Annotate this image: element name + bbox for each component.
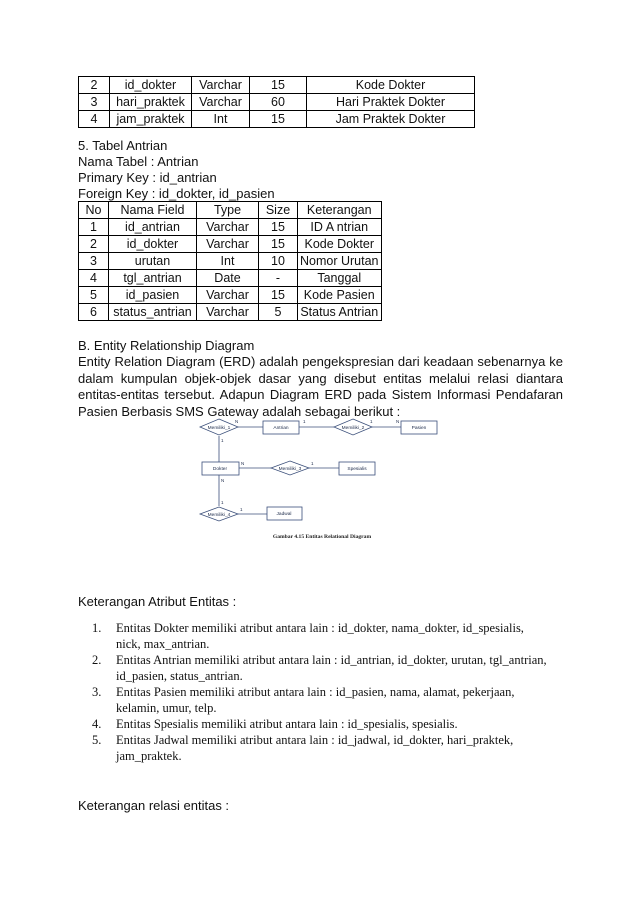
list-number: 2. xyxy=(92,653,102,667)
entity-label: Jadwal xyxy=(276,512,292,517)
table-row xyxy=(79,219,382,236)
cardinality-label: 1 xyxy=(311,461,314,466)
relation-label: Memiliki_4 xyxy=(207,513,231,518)
paragraph-line: Entity Relation Diagram (ERD) adalah pengekspresian dari keadaan sebenarnya ke xyxy=(78,354,563,369)
list-text: id_pasien, status_antrian. xyxy=(116,669,243,683)
column-header: Nama Field xyxy=(109,202,197,219)
cell: Hari Praktek Dokter xyxy=(307,94,475,111)
table-row xyxy=(79,304,382,321)
table-row xyxy=(79,253,382,270)
relation-label: Memiliki_2 xyxy=(341,426,365,431)
cell: 15 xyxy=(259,236,298,253)
relations-heading: Keterangan relasi entitas : xyxy=(78,798,230,813)
list-item xyxy=(92,652,572,684)
cell: 10 xyxy=(259,253,298,270)
cell: id_antrian xyxy=(109,219,197,236)
paragraph-line: Pasien Berbasis SMS Gateway adalah sebagai berikut : xyxy=(78,403,401,419)
list-item xyxy=(92,620,572,652)
cell: 15 xyxy=(259,219,298,236)
list-text: Entitas Jadwal memiliki atribut antara lain : id_jadwal, id_dokter, hari_praktek, xyxy=(116,733,514,747)
cell: hari_praktek xyxy=(110,94,192,111)
cell: 2 xyxy=(79,77,110,94)
cell: Kode Pasien xyxy=(298,287,382,304)
foreign-key-label: Foreign Key : id_dokter, id_pasien xyxy=(78,186,275,201)
list-text: Entitas Antrian memiliki atribut antara lain : id_antrian, id_dokter, urutan, tgl_antrian, xyxy=(116,653,547,667)
list-number: 4. xyxy=(92,717,102,731)
cell: urutan xyxy=(109,253,197,270)
cell: 4 xyxy=(79,111,110,128)
cell: status_antrian xyxy=(109,304,197,321)
table-antrian xyxy=(78,201,382,321)
cardinality-label: 1 xyxy=(221,500,224,505)
cell: Kode Dokter xyxy=(307,77,475,94)
cell: Date xyxy=(197,270,259,287)
cell: ID A ntrian xyxy=(298,219,382,236)
table-name-label: Nama Tabel : Antrian xyxy=(78,154,199,169)
relation-label: Memiliki_1 xyxy=(207,426,231,431)
cardinality-label: N xyxy=(241,461,245,466)
erd-paragraph xyxy=(78,354,563,420)
cell: Kode Dokter xyxy=(298,236,382,253)
attributes-heading: Keterangan Atribut Entitas : xyxy=(78,594,237,609)
table-jadwal-continued xyxy=(78,76,475,128)
table-header-row xyxy=(79,202,382,219)
cell: 6 xyxy=(79,304,109,321)
table-row xyxy=(79,94,475,111)
cell: Nomor Urutan xyxy=(298,253,382,270)
table-row xyxy=(79,77,475,94)
cell: Varchar xyxy=(197,236,259,253)
cardinality-label: N xyxy=(235,419,239,424)
table-jadwal-body xyxy=(79,77,475,128)
cell: 4 xyxy=(79,270,109,287)
cell: 15 xyxy=(250,111,307,128)
column-header: Type xyxy=(197,202,259,219)
list-number: 1. xyxy=(92,621,102,635)
list-number: 5. xyxy=(92,733,102,747)
table-row xyxy=(79,236,382,253)
table-antrian-header xyxy=(79,202,382,219)
cell: id_pasien xyxy=(109,287,197,304)
section-heading: 5. Tabel Antrian xyxy=(78,138,168,153)
list-text: jam_praktek. xyxy=(116,749,182,763)
cell: 15 xyxy=(250,77,307,94)
cell: Int xyxy=(192,111,250,128)
list-item xyxy=(92,684,572,716)
cardinality-label: N xyxy=(396,419,400,424)
paragraph-line: entitas-entitas tersebut. Adapun Diagram ERD pada Sistem Informasi Pendafaran xyxy=(78,387,563,402)
list-text: kelamin, umur, telp. xyxy=(116,701,217,715)
table-row xyxy=(79,270,382,287)
cell: 60 xyxy=(250,94,307,111)
cardinality-label: N xyxy=(221,478,225,483)
column-header: Size xyxy=(259,202,298,219)
cell: Varchar xyxy=(197,304,259,321)
cell: Varchar xyxy=(192,77,250,94)
cell: id_dokter xyxy=(110,77,192,94)
cell: 1 xyxy=(79,219,109,236)
table-row xyxy=(79,287,382,304)
cell: 5 xyxy=(79,287,109,304)
relation-label: Memiliki_3 xyxy=(278,467,302,472)
cardinality-label: 1 xyxy=(370,419,373,424)
column-header: No xyxy=(79,202,109,219)
section-heading-erd: B. Entity Relationship Diagram xyxy=(78,338,255,353)
cell: 3 xyxy=(79,94,110,111)
list-text: Entitas Pasien memiliki atribut antara lain : id_pasien, nama, alamat, pekerjaan, xyxy=(116,685,515,699)
entity-label: Pasien xyxy=(411,426,427,431)
cell: Jam Praktek Dokter xyxy=(307,111,475,128)
attribute-list xyxy=(92,620,572,764)
list-text: Entitas Spesialis memiliki atribut antara lain : id_spesialis, spesialis. xyxy=(116,717,458,731)
cell: jam_praktek xyxy=(110,111,192,128)
cell: 5 xyxy=(259,304,298,321)
paragraph-line: dalam kumpulan objek-objek dasar yang disebut entitas melalui relasi diantara xyxy=(78,370,563,386)
cardinality-label: 1 xyxy=(221,438,224,443)
column-header: Keterangan xyxy=(298,202,382,219)
entity-label: Antrian xyxy=(273,426,289,431)
cell: Varchar xyxy=(197,287,259,304)
figure-caption: Gambar 4.15 Entitas Relational Diagram xyxy=(272,534,372,540)
table-row xyxy=(79,111,475,128)
cell: tgl_antrian xyxy=(109,270,197,287)
list-item xyxy=(92,732,572,764)
cell: Tanggal xyxy=(298,270,382,287)
list-item xyxy=(92,716,572,732)
cell: Varchar xyxy=(197,219,259,236)
cell: 3 xyxy=(79,253,109,270)
list-text: Entitas Dokter memiliki atribut antara lain : id_dokter, nama_dokter, id_spesialis, xyxy=(116,621,524,635)
primary-key-label: Primary Key : id_antrian xyxy=(78,170,217,185)
list-text: nick, max_antrian. xyxy=(116,637,210,651)
cell: 2 xyxy=(79,236,109,253)
cell: - xyxy=(259,270,298,287)
entity-label: Spesialis xyxy=(347,467,367,472)
cardinality-label: 1 xyxy=(240,507,243,512)
cell: Int xyxy=(197,253,259,270)
entity-label: Dokter xyxy=(212,467,228,472)
cell: Varchar xyxy=(192,94,250,111)
cell: id_dokter xyxy=(109,236,197,253)
list-number: 3. xyxy=(92,685,102,699)
cardinality-label: 1 xyxy=(303,419,306,424)
erd-diagram xyxy=(195,412,450,547)
table-antrian-body xyxy=(79,219,382,321)
cell: Status Antrian xyxy=(298,304,382,321)
cell: 15 xyxy=(259,287,298,304)
